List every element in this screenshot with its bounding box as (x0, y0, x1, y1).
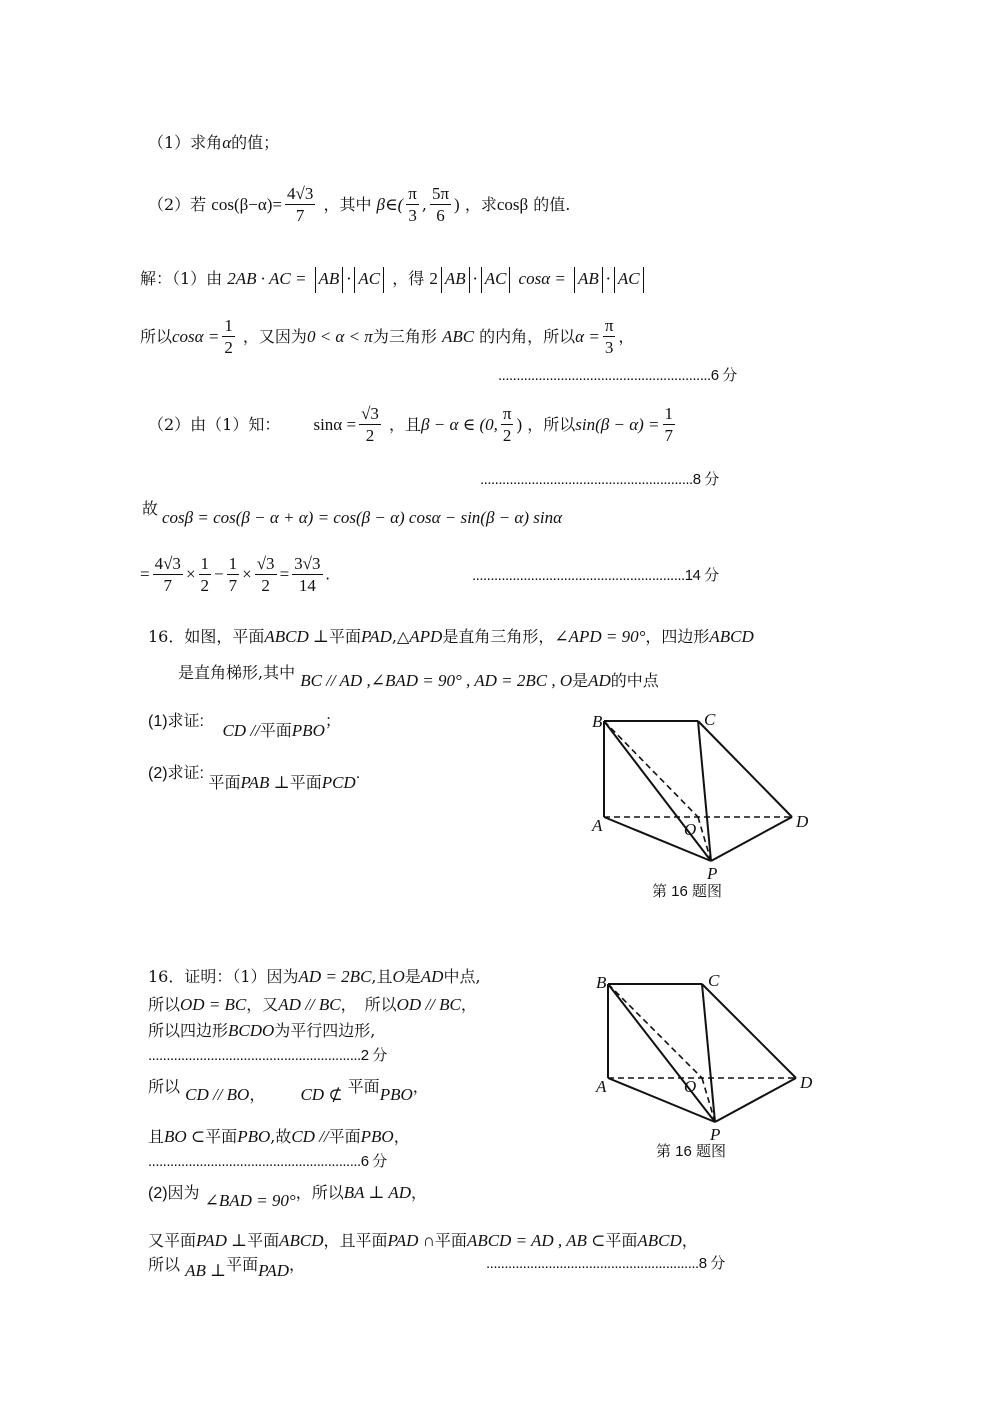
score-2: ..........................................................2 分 (148, 1047, 387, 1064)
edge-cd (702, 984, 796, 1078)
solution-2-line: （2）由（1）知： sinα = $\frac{√3}{2}$ ，且β − α ∈ (0, $\frac{\pi}{2}$ ) ，所以sin(β − α) = $\frac{1}{7}$ (148, 404, 673, 445)
gu-label: 故 (142, 499, 159, 518)
label-c: C (704, 710, 716, 729)
proof-line-4: 所以 CD // BO， CD ⊄ 平面PBO， (148, 1077, 429, 1104)
label-b: B (592, 712, 603, 731)
figure-2-caption: 第 16 题图 (656, 1143, 727, 1160)
edge-dp (711, 817, 792, 861)
proof-line-2: 所以OD = BC，又AD // BC， 所以OD // BC， (148, 995, 477, 1014)
problem-16-q2: (2)求证: 平面PAB ⊥平面PCD. (148, 765, 361, 792)
cos-beta-expansion: cosβ = cos(β − α + α) = cos(β − α) cosα − sin(β − α) sinα (162, 508, 562, 527)
label-o: O (684, 820, 697, 839)
label-c: C (708, 971, 720, 990)
problem-16-q1: (1)求证: CD //平面PBO； (148, 713, 341, 740)
fraction: $\frac{5\pi}{6}$ (431, 184, 450, 225)
problem-16-line-1: 16．如图，平面ABCD ⊥平面PAD,△APD是直角三角形，∠APD = 90°，四边形ABCD (148, 627, 754, 646)
edge-cd (698, 721, 792, 817)
geometry-figure-1 (580, 705, 820, 905)
label-p: P (707, 864, 718, 883)
edge-dp (715, 1078, 796, 1122)
fraction: $\frac{3√3}{14}$ (294, 554, 321, 595)
edge-bp (608, 984, 715, 1122)
proof-line-8: 所以 AB ⊥平面PAD， (148, 1255, 306, 1280)
label-a: A (592, 816, 603, 835)
problem-16-line-2: 是直角梯形,其中 BC // AD ,∠BAD = 90° , AD = 2BC , O是AD的中点 (178, 663, 659, 690)
label-o: O (684, 1077, 697, 1096)
label-d: D (800, 1073, 813, 1092)
score-6-proof: ..........................................................6 分 (148, 1153, 387, 1170)
label-d: D (796, 812, 809, 831)
score-8-proof: ..........................................................8 分 (486, 1255, 725, 1272)
question-1-line: （1）求角α的值； (148, 133, 280, 152)
fraction: $\frac{1}{7}$ (228, 554, 238, 595)
score-14: ..........................................................14 分 (472, 567, 719, 584)
fraction: $\frac{\pi}{2}$ (502, 404, 512, 445)
proof-line-1: 16．证明：（1）因为AD = 2BC,且O是AD中点, (148, 967, 481, 986)
fraction: $\frac{√3}{2}$ (361, 404, 379, 445)
fraction: $\frac{1}{7}$ (664, 404, 673, 445)
fraction: $\frac{4√3}{7}$ (154, 554, 181, 595)
label-p: P (710, 1125, 721, 1144)
question-2-line: （2）若 cos(β−α)= $\frac{4√3}{7}$ ，其中 β∈( $\frac{\pi}{3}$ , $\frac{5\pi}{6}$ ) ，求cosβ 的值. (148, 184, 571, 225)
score-6: ..........................................................6 分 (498, 367, 737, 384)
fraction: $\frac{√3}{2}$ (256, 554, 275, 595)
fraction: $\frac{1}{2}$ (224, 316, 233, 357)
score-8: ..........................................................8 分 (480, 471, 719, 488)
proof-line-6: (2)因为 ∠BAD = 90°，所以BA ⊥ AD， (148, 1183, 428, 1210)
fraction: $\frac{\pi}{3}$ (604, 316, 614, 357)
final-computation: = $\frac{4√3}{7}$ × $\frac{1}{2}$ − $\frac{1}{7}$ × $\frac{√3}{2}$ = $\frac{3√3}{14}$ . (140, 554, 330, 595)
label-b: B (596, 973, 607, 992)
fraction: $\frac{\pi}{3}$ (408, 184, 417, 225)
geometry-figure-2 (586, 968, 826, 1168)
figure-1-caption: 第 16 题图 (652, 883, 723, 900)
proof-line-7: 又平面PAD ⊥平面ABCD，且平面PAD ∩平面ABCD = AD , AB ⊂平面ABCD， (148, 1231, 698, 1250)
proof-line-5: 且BO ⊂平面PBO,故CD //平面PBO， (148, 1127, 410, 1146)
fraction: $\frac{1}{2}$ (200, 554, 210, 595)
label-a: A (596, 1077, 607, 1096)
proof-line-3: 所以四边形BCDO为平行四边形, (148, 1021, 376, 1040)
fraction: $\frac{4√3}{7}$ (287, 184, 314, 225)
solution-1-line-2: 所以cosα = $\frac{1}{2}$ ，又因为0 < α < π为三角形 ABC 的内角，所以α = $\frac{\pi}{3}$ ， (140, 316, 635, 357)
edge-bo-hidden (604, 721, 698, 817)
edge-bo-hidden (608, 984, 702, 1078)
solution-1-line: 解：（1）由 2AB · AC = AB · AC ，得 2 AB · AC cosα = AB · AC (140, 266, 647, 293)
